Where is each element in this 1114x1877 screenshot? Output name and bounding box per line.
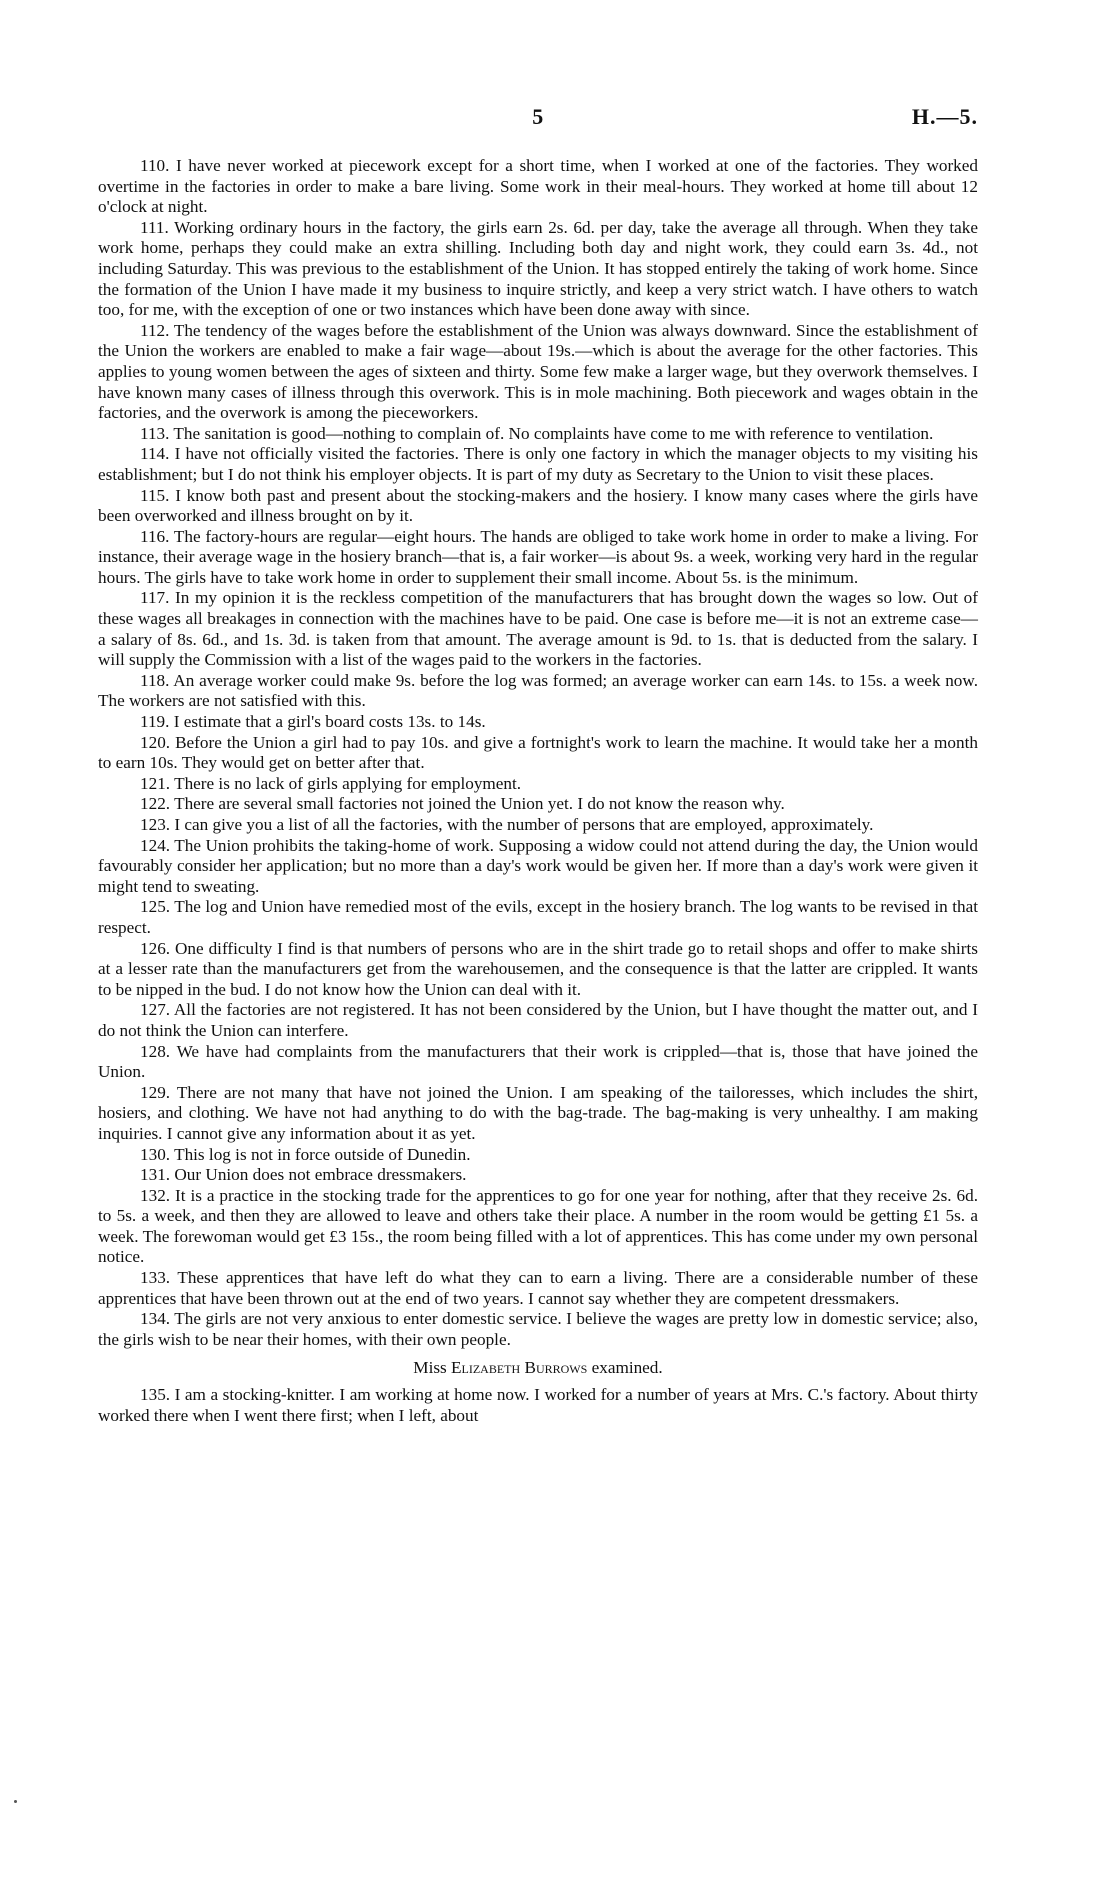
paragraph-118: 118. An average worker could make 9s. before the log was formed; an average worker can earn 14s. to 15s. a week now. The workers are not satisfied with this. bbox=[98, 670, 978, 711]
paragraph-122: 122. There are several small factories not joined the Union yet. I do not know the reason why. bbox=[140, 794, 785, 814]
page-header bbox=[98, 0, 978, 130]
paragraph-113: 113. The sanitation is good—nothing to complain of. No complaints have come to me with reference to ventilation. bbox=[140, 423, 934, 443]
paragraph-126: 126. One difficulty I find is that numbers of persons who are in the shirt trade go to retail shops and offer to make shirts at a lesser rate than the manufacturers get from the warehousemen, and the consequence is that the latter are crippled. It wants to be nipped in the bud. I do not know how the Union can deal with it. bbox=[98, 938, 978, 999]
paragraph-117: 117. In my opinion it is the reckless competition of the manufacturers that has brought down the wages so low. Out of these wages all breakages in connection with the machines have to be paid. One case is before me—it is not an extreme case—a salary of 8s. 6d., and 1s. 3d. is taken from that amount. The average amount is 9d. to 1s. that is deducted from the salary. I will supply the Commission with a list of the wages paid to the workers in the factories. bbox=[98, 588, 978, 670]
paragraph-119: 119. I estimate that a girl's board costs 13s. to 14s. bbox=[140, 712, 486, 732]
paragraph-110: 110. I have never worked at piecework except for a short time, when I worked at one of the factories. They worked overtime in the factories in order to make a bare living. Some work in their meal-hours. They worked at home till about 12 o'clock at night. bbox=[98, 156, 978, 217]
subhead-suffix: examined. bbox=[591, 1358, 663, 1378]
page-number: 5 bbox=[532, 104, 544, 129]
document-reference: H.—5. bbox=[911, 104, 978, 129]
paragraph-135: 135. I am a stocking-knitter. I am working at home now. I worked for a number of years at Mrs. C.'s factory. About thirty worked there when I went there first; when I left, about bbox=[98, 1385, 978, 1425]
witness-subheading bbox=[98, 1358, 978, 1379]
paragraph-130: 130. This log is not in force outside of Dunedin. bbox=[140, 1144, 471, 1164]
paragraph-120: 120. Before the Union a girl had to pay 10s. and give a fortnight's work to learn the machine. It would take her a month to earn 10s. They would get on better after that. bbox=[98, 732, 978, 773]
body-text bbox=[98, 156, 978, 1426]
paragraph-125: 125. The log and Union have remedied most of the evils, except in the hosiery branch. The log wants to be revised in that respect. bbox=[98, 897, 978, 937]
paragraph-133: 133. These apprentices that have left do what they can to earn a living. There are a considerable number of these apprentices that have been thrown out at the end of two years. I cannot say whether they are competent dressmakers. bbox=[98, 1268, 978, 1308]
paragraph-112: 112. The tendency of the wages before the establishment of the Union was always downward. Since the establishment of the Union the workers are enabled to make a fair wage—about 19s.—which is about the average for the other factories. This applies to young women between the ages of sixteen and thirty. Some few make a larger wage, but they overwork themselves. I have known many cases of illness through this overwork. This is in mole machining. Both piecework and wages obtain in the factories, and the overwork is among the pieceworkers. bbox=[98, 320, 978, 423]
paragraph-121: 121. There is no lack of girls applying for employment. bbox=[140, 773, 522, 793]
scan-speck bbox=[14, 1800, 17, 1803]
paragraph-132: 132. It is a practice in the stocking trade for the apprentices to go for one year for nothing, after that they receive 2s. 6d. to 5s. a week, and then they are allowed to leave and others take their place. A number in the room would be getting £1 5s. a week. The forewoman would get £3 15s., the room being filled with a lot of apprentices. This has come under my own personal notice. bbox=[98, 1185, 978, 1267]
paragraph-131: 131. Our Union does not embrace dressmakers. bbox=[140, 1165, 467, 1185]
witness-name: Elizabeth Burrows bbox=[451, 1358, 588, 1378]
paragraph-127: 127. All the factories are not registered. It has not been considered by the Union, but I have thought the matter out, and I do not think the Union can interfere. bbox=[98, 1000, 978, 1040]
paragraph-134: 134. The girls are not very anxious to enter domestic service. I believe the wages are pretty low in domestic service; also, the girls wish to be near their homes, with their own people. bbox=[98, 1309, 978, 1349]
paragraph-124: 124. The Union prohibits the taking-home of work. Supposing a widow could not attend during the day, the Union would favourably consider her application; but no more than a day's work would be given her. If more than a day's work were given it might tend to sweating. bbox=[98, 835, 978, 896]
paragraph-123: 123. I can give you a list of all the factories, with the number of persons that are employed, approximately. bbox=[140, 815, 874, 834]
subhead-prefix: Miss bbox=[413, 1358, 447, 1378]
paragraph-114: 114. I have not officially visited the factories. There is only one factory in which the manager objects to my visiting his establishment; but I do not think his employer objects. It is part of my duty as Secretary to the Union to visit these places. bbox=[98, 444, 978, 484]
paragraph-129: 129. There are not many that have not joined the Union. I am speaking of the tailoresses, which includes the shirt, hosiers, and clothing. We have not had anything to do with the bag-trade. The bag-making is very unhealthy. I am making inquiries. I cannot give any information about it as yet. bbox=[98, 1082, 978, 1143]
document-page bbox=[98, 0, 978, 1425]
paragraph-111: 111. Working ordinary hours in the factory, the girls earn 2s. 6d. per day, take the average all through. When they take work home, perhaps they could make an extra shilling. Including both day and night work, they could earn 3s. 4d., not including Saturday. This was previous to the establishment of the Union. It has stopped entirely the taking of work home. Since the formation of the Union I have made it my business to inquire strictly, and keep a very strict watch. I have others to watch too, for me, with the exception of one or two instances which have been done away with since. bbox=[98, 217, 978, 320]
paragraph-116: 116. The factory-hours are regular—eight hours. The hands are obliged to take work home in order to make a living. For instance, their average wage in the hosiery branch—that is, a fair worker—is about 9s. a week, working very hard in the regular hours. The girls have to take work home in order to supplement their small income. About 5s. is the minimum. bbox=[98, 526, 978, 587]
paragraph-128: 128. We have had complaints from the manufacturers that their work is crippled—that is, those that have joined the Union. bbox=[98, 1041, 978, 1082]
paragraph-115: 115. I know both past and present about the stocking-makers and the hosiery. I know many cases where the girls have been overworked and illness brought on by it. bbox=[98, 485, 978, 526]
